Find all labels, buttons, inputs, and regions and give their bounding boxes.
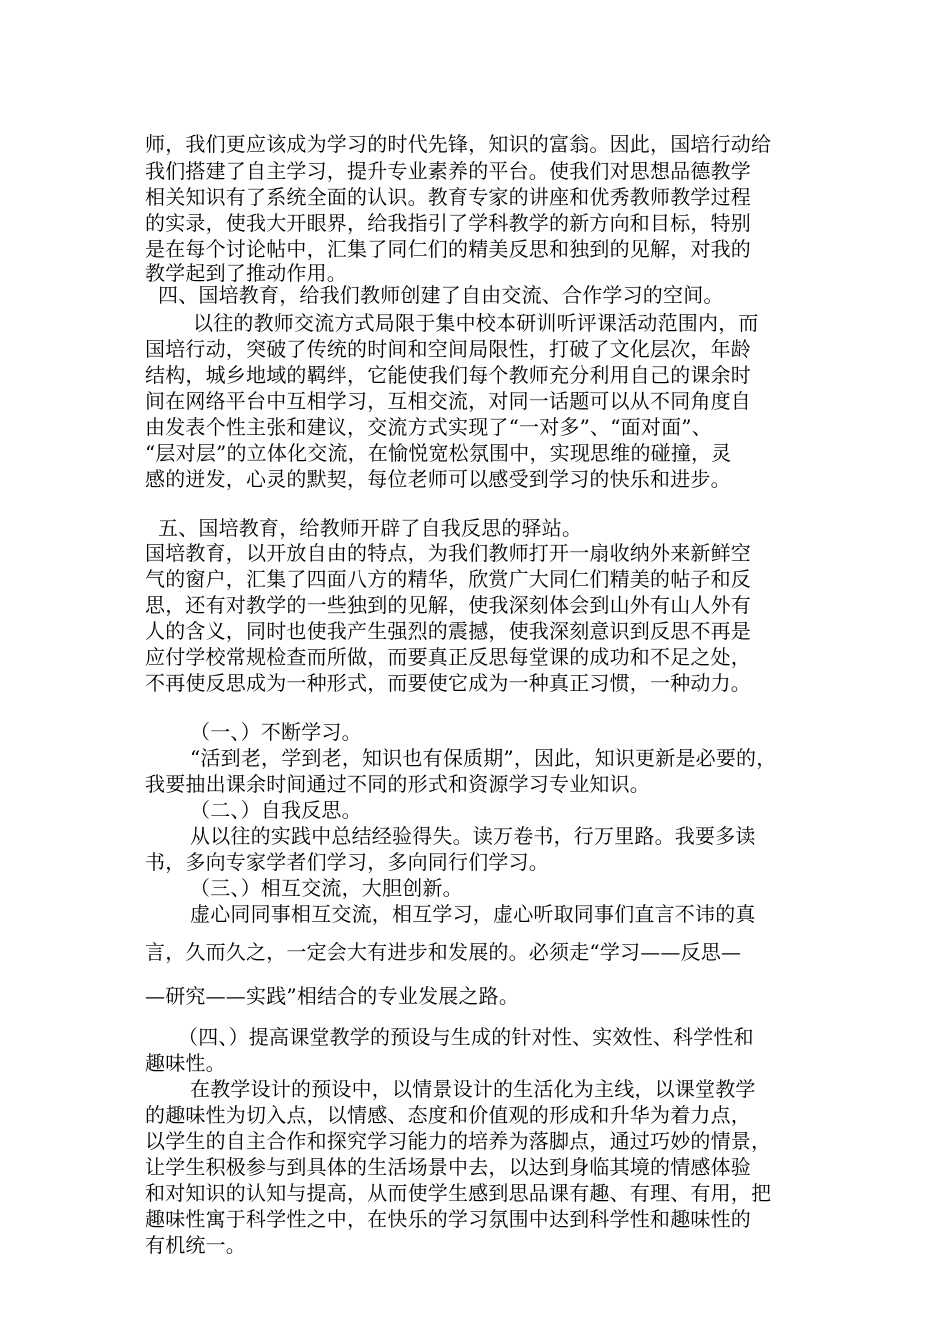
text-line: 感的迸发，心灵的默契，每位老师可以感受到学习的快乐和进步。 [145,467,731,491]
subsection-heading: （四、）提高课堂教学的预设与生成的针对性、实效性、科学性和 [178,1025,754,1049]
text-line: 言，久而久之，一定会大有进步和发展的。必须走“学习——反思— [145,940,742,964]
section-heading: 四、国培教育，给我们教师创建了自由交流、合作学习的空间。 [158,283,724,307]
text-line: 师，我们更应该成为学习的时代先锋，知识的富翁。因此，国培行动给 [145,132,772,156]
text-line: 由发表个性主张和建议，交流方式实现了“一对多”、“面对面”、 [145,415,712,439]
text-line: 以往的教师交流方式局限于集中校本研训听评课活动范围内，而 [193,311,759,335]
text-line: 气的窗户，汇集了四面八方的精华，欣赏广大同仁们精美的帖子和反 [145,567,751,591]
text-line: 的实录，使我大开眼界，给我指引了学科教学的新方向和目标，特别 [145,211,751,235]
text-line: 结构，城乡地域的羁绊，它能使我们每个教师充分利用自己的课余时 [145,363,751,387]
text-line: 我要抽出课余时间通过不同的形式和资源学习专业知识。 [145,772,650,796]
text-line: 我们搭建了自主学习，提升专业素养的平台。使我们对思想品德教学 [145,159,751,183]
text-line: 从以往的实践中总结经验得失。读万卷书，行万里路。我要多读 [190,824,756,848]
text-line: 间在网络平台中互相学习，互相交流，对同一话题可以从不同角度自 [145,389,751,413]
section-heading: 五、国培教育，给教师开辟了自我反思的驿站。 [158,516,583,540]
text-line: 应付学校常规检查而所做，而要真正反思每堂课的成功和不足之处， [145,645,751,669]
text-line: 人的含义，同时也使我产生强烈的震撼，使我深刻意识到反思不再是 [145,619,751,643]
text-line: 和对知识的认知与提高，从而使学生感到思品课有趣、有理、有用，把 [145,1181,772,1205]
text-line: 趣味性寓于科学性之中，在快乐的学习氛围中达到科学性和趣味性的 [145,1207,751,1231]
text-line: 让学生积极参与到具体的生活场景中去，以达到身临其境的情感体验 [145,1155,751,1179]
text-line: “活到老，学到老，知识也有保质期”，因此，知识更新是必要的， [190,746,777,770]
text-line: 虚心同同事相互交流，相互学习，虚心听取同事们直言不讳的真 [190,902,756,926]
text-line: 是在每个讨论帖中，汇集了同仁们的精美反思和独到的见解，对我的 [145,237,751,261]
text-line: 教学起到了推动作用。 [145,261,347,285]
text-line: 相关知识有了系统全面的认识。教育专家的讲座和优秀教师教学过程 [145,185,751,209]
text-line: 国培教育，以开放自由的特点，为我们教师打开一扇收纳外来新鲜空 [145,541,751,565]
text-line: 书，多向专家学者们学习，多向同行们学习。 [145,850,549,874]
text-line: 的趣味性为切入点，以情感、态度和价值观的形成和升华为着力点， [145,1103,751,1127]
text-line: 以学生的自主合作和探究学习能力的培养为落脚点，通过巧妙的情景， [145,1129,772,1153]
text-line: —研究——实践”相结合的专业发展之路。 [145,984,520,1008]
subsection-heading: （二、）自我反思。 [190,798,362,822]
text-line: 国培行动，突破了传统的时间和空间局限性，打破了文化层次，年龄 [145,337,751,361]
text-line: 在教学设计的预设中，以情景设计的生活化为主线，以课堂教学 [190,1077,756,1101]
text-line: 不再使反思成为一种形式，而要使它成为一种真正习惯，一种动力。 [145,671,751,695]
text-line: “层对层”的立体化交流，在愉悦宽松氛围中，实现思维的碰撞，灵 [145,441,732,465]
subsection-heading: （一、）不断学习。 [190,720,362,744]
text-line: 趣味性。 [145,1051,226,1075]
text-line: 有机统一。 [145,1233,246,1257]
subsection-heading: （三、）相互交流，大胆创新。 [190,876,463,900]
text-line: 思，还有对教学的一些独到的见解，使我深刻体会到山外有山人外有 [145,593,751,617]
